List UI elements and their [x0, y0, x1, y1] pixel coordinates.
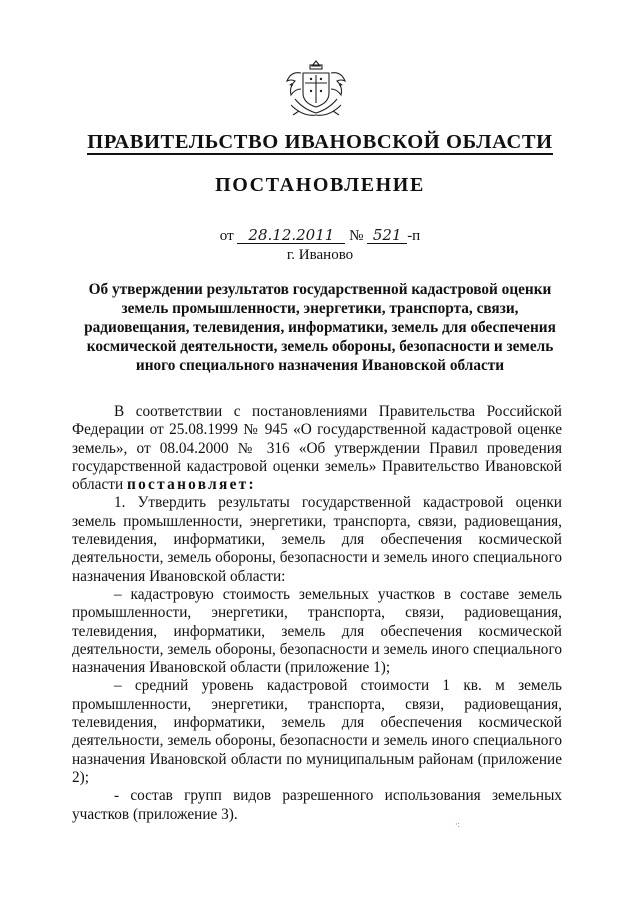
- government-name: ПРАВИТЕЛЬСТВО ИВАНОВСКОЙ ОБЛАСТИ: [87, 131, 553, 153]
- decree-date: 28.12.2011: [237, 227, 345, 244]
- decree-heading: ПОСТАНОВЛЕНИЕ: [215, 174, 425, 196]
- decree-number: 521: [367, 227, 407, 244]
- intro-paragraph: В соответствии с постановлениями Правительства Российской Федерации от 25.08.1999 № 945 «О государственной кадастровой оценке земель», от 08.04.2000 № 316 «Об утверждении Правил проведения государственной кадастровой оценки земель» Правительство Ивановской области постановляет:: [72, 403, 562, 494]
- number-suffix: -п: [407, 228, 421, 244]
- city: г. Иваново: [286, 247, 354, 263]
- item-1: 1. Утвердить результаты государственной кадастровой оценки земель промышленности, энергетики, транспорта, связи, радиовещания, телевидения, информатики, земель для обеспечения космической деятельности, земель обороны, безопасности и земель иного специального назначения Ивановской области:: [72, 494, 562, 585]
- date-number-line: [0, 227, 640, 245]
- date-prefix: от: [219, 228, 234, 244]
- scan-mark: ·:: [455, 820, 460, 829]
- subitem-1: – кадастровую стоимость земельных участков в составе земель промышленности, энергетики, транспорта, связи, радиовещания, телевидения, информатики, земель для обеспечения космической деятельности, земель обороны, безопасности и земель иного специального назначения Ивановской области (приложение 1);: [72, 585, 562, 677]
- subitem-3: - состав групп видов разрешенного использования земельных участков (приложение 3).: [72, 787, 562, 823]
- decree-title: Об утверждении результатов государственной кадастровой оценки земель промышленности, энергетики, транспорта, связи, радиовещания, телевидения, информатики, земель для обеспечения космической деятельности, земель обороны, безопасности и земель иного специального назначения Ивановской области: [84, 281, 556, 374]
- decree-body: [72, 403, 562, 824]
- subitem-2: – средний уровень кадастровой стоимости 1 кв. м земель промышленности, энергетики, транспорта, связи, радиовещания, телевидения, информатики, земель для обеспечения космической деятельности, земель обороны, безопасности и земель иного специального назначения Ивановской области по муниципальным районам (приложение 2);: [72, 677, 562, 786]
- decrees-word: постановляет:: [126, 476, 256, 494]
- number-sign: №: [349, 228, 364, 244]
- coat-of-arms-emblem: [281, 55, 351, 119]
